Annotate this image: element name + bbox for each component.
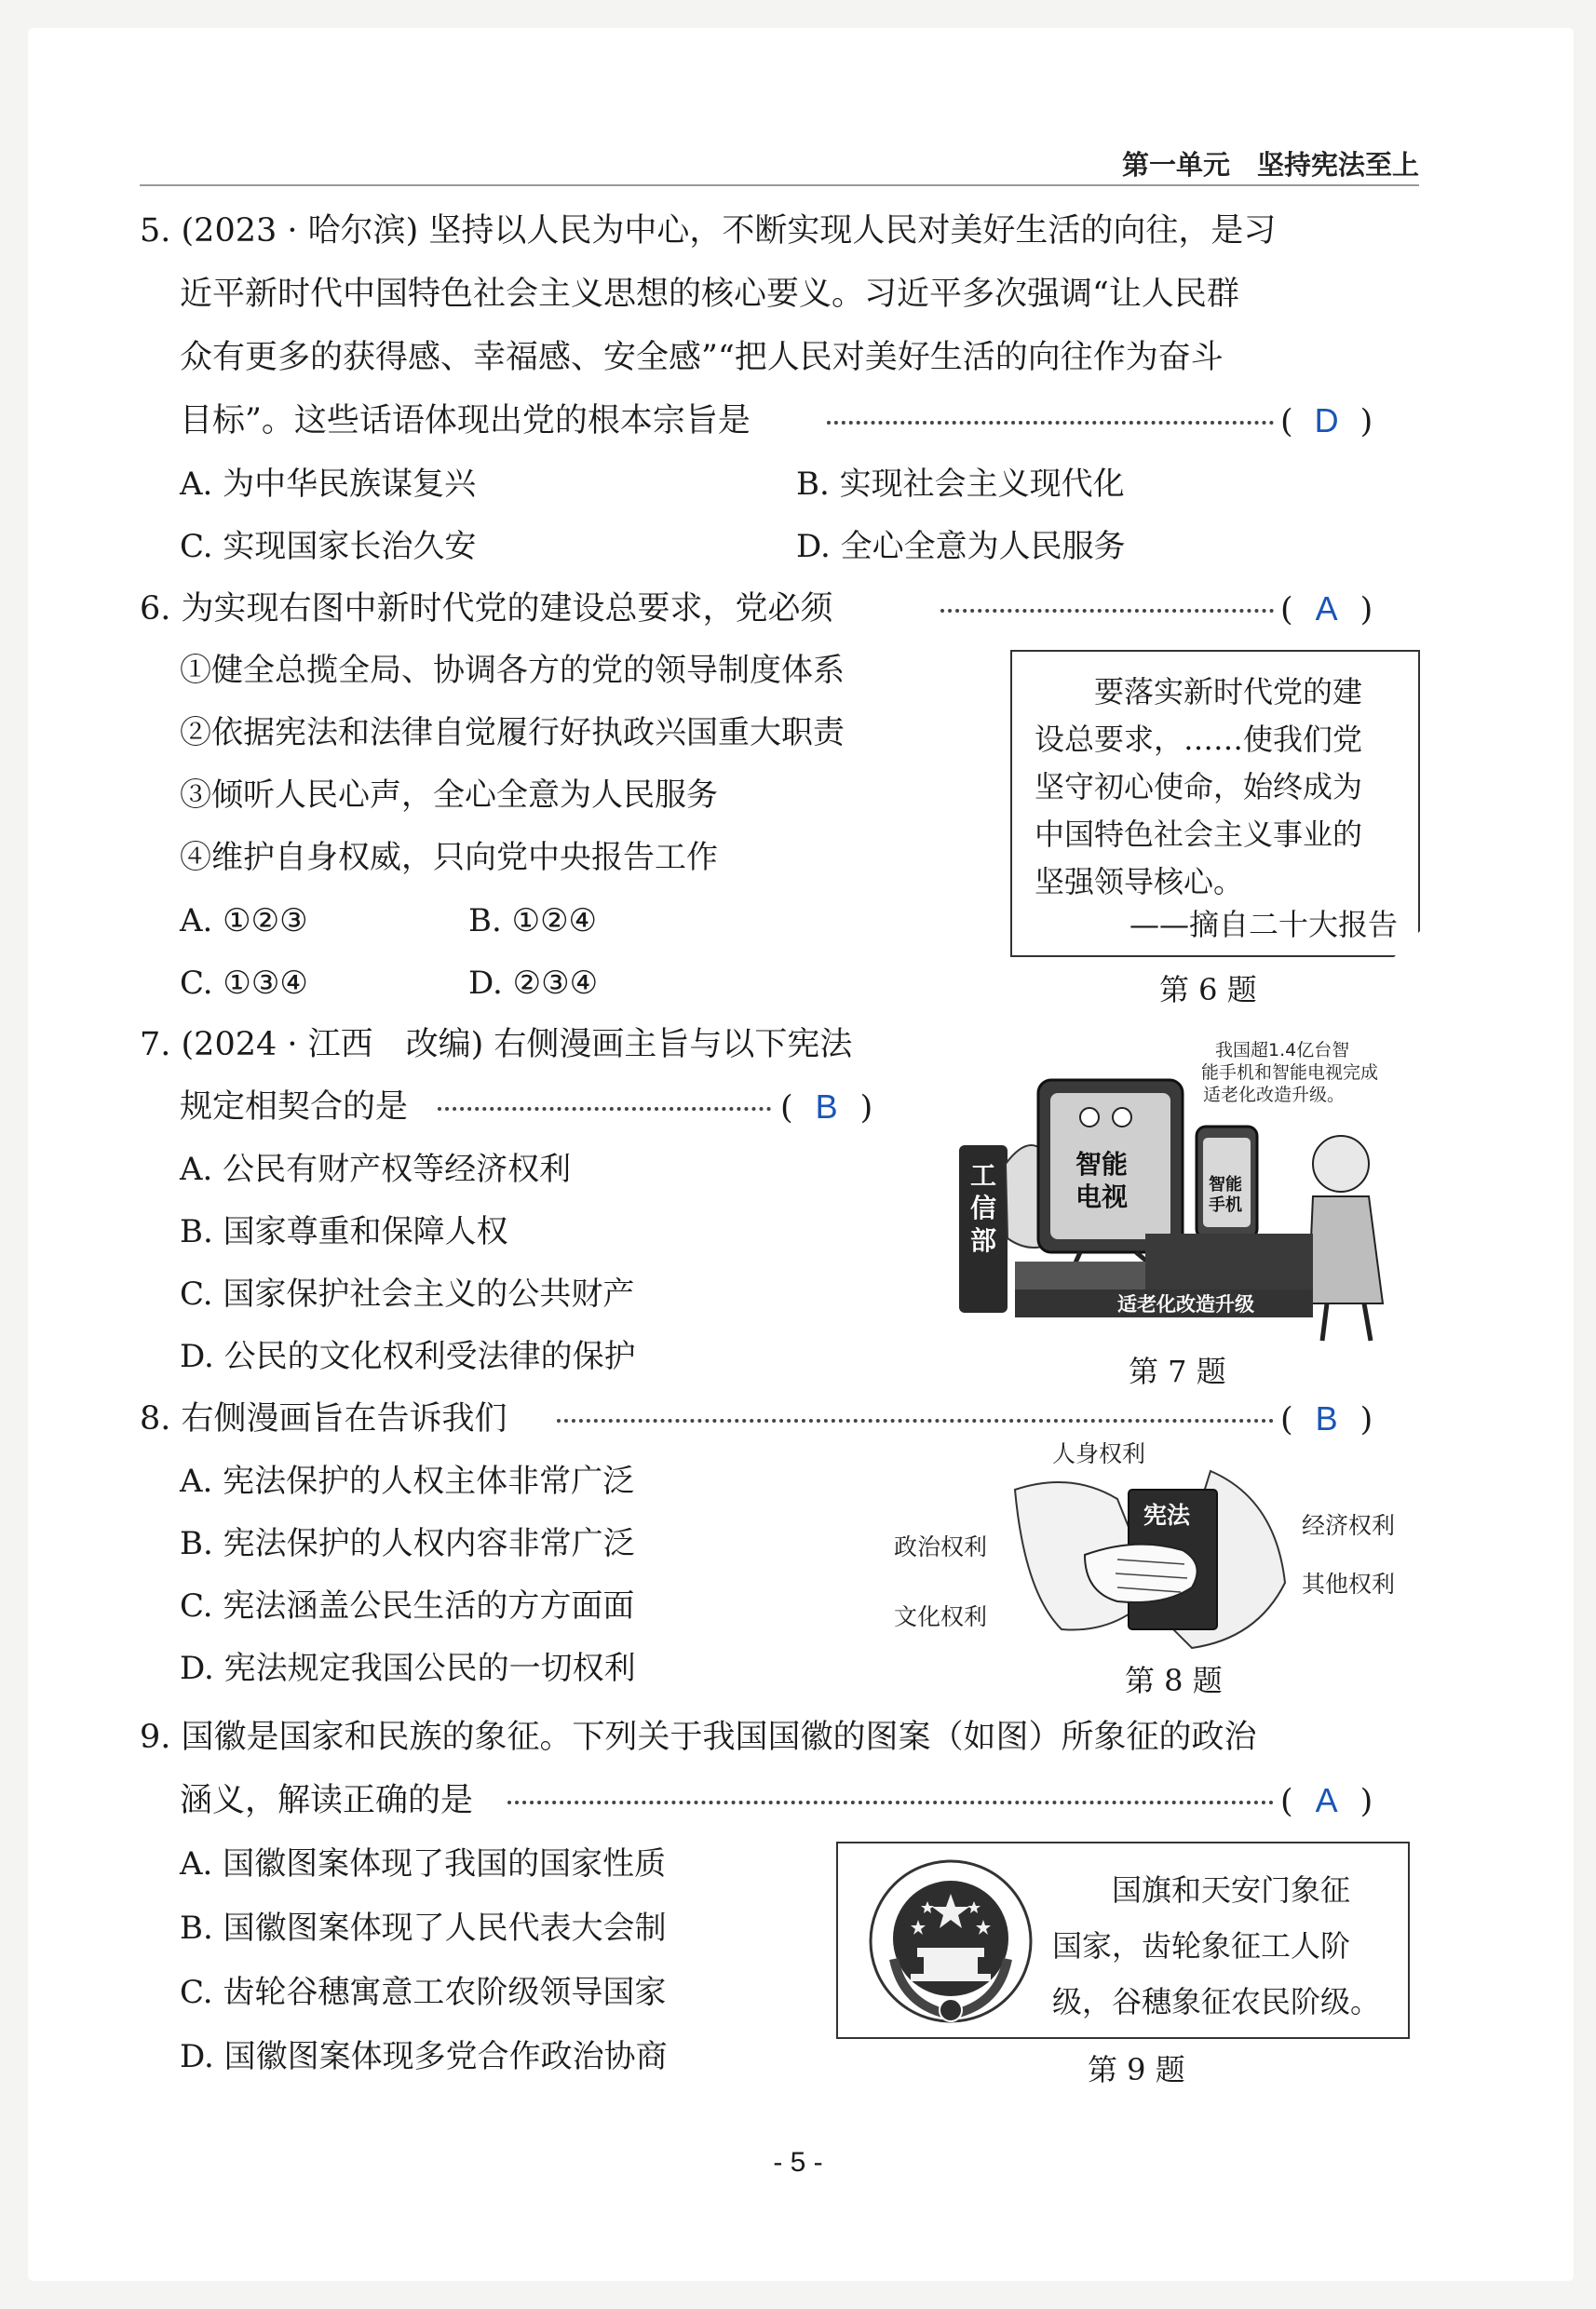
right-label: 人身权利	[1052, 1440, 1146, 1467]
q8-caption: 第 8 题	[1125, 1663, 1223, 1698]
unit-title: 坚持宪法至上	[1256, 149, 1419, 181]
cartoon-caption-line: 我国超1.4亿台智	[1215, 1040, 1350, 1060]
q9-box-line: 国旗和天安门象征	[1112, 1872, 1351, 1908]
running-header	[1122, 144, 1419, 182]
q6-answer: A	[1315, 589, 1338, 628]
phone-label: 智能	[1209, 1175, 1242, 1195]
ministry-char: 工	[970, 1160, 997, 1191]
right-label: 政治权利	[894, 1533, 988, 1560]
q6-quote-line: 设总要求，……使我们党	[1035, 722, 1363, 757]
q6-caption: 第 6 题	[1159, 972, 1257, 1007]
q6-quote-line: 坚强领导核心。	[1035, 864, 1244, 899]
q7-line-1: 7. (2024 · 江西 改编) 右侧漫画主旨与以下宪法	[140, 1026, 853, 1063]
elderly-head	[1313, 1136, 1369, 1192]
q9-box-line: 级，谷穗象征农民阶级。	[1052, 1984, 1381, 2019]
q7-answer-bracket: ( B )	[780, 1075, 872, 1140]
q7-cartoon	[950, 1024, 1420, 1345]
unit-label: 第一单元	[1121, 149, 1230, 181]
q6-leader-dots	[940, 603, 1274, 613]
q9-line-2: 涵义，解读正确的是	[180, 1782, 474, 1819]
q9-leader-dots	[507, 1795, 1274, 1804]
ministry-char: 信	[970, 1193, 997, 1223]
q8-answer: B	[1315, 1399, 1338, 1438]
q5-answer: D	[1314, 401, 1339, 439]
q9-option-d: D. 国徽图案体现多党合作政治协商	[180, 2038, 668, 2075]
q6-option-b: B. ①②④	[468, 902, 598, 939]
q9-answer-bracket: ( A )	[1280, 1769, 1373, 1833]
step-high	[1145, 1234, 1313, 1290]
q8-option-d: D. 宪法规定我国公民的一切权利	[180, 1650, 636, 1687]
q9-caption: 第 9 题	[1088, 2052, 1185, 2087]
q6-quote-text	[1035, 668, 1407, 906]
q7-option-b: B. 国家尊重和保障人权	[180, 1213, 508, 1250]
q7-leader-dots	[438, 1101, 771, 1111]
q6-option-d: D. ②③④	[468, 965, 599, 1002]
tv-label: 电视	[1075, 1182, 1129, 1212]
q5-option-d: D. 全心全意为人民服务	[796, 528, 1126, 565]
right-label: 经济权利	[1302, 1512, 1396, 1539]
cartoon-caption-line: 适老化改造升级。	[1203, 1085, 1346, 1105]
book-title: 宪法	[1143, 1502, 1191, 1529]
q5-option-c: C. 实现国家长治久安	[180, 528, 477, 565]
q6-option-c: C. ①③④	[180, 965, 308, 1002]
page-number: - 5 -	[773, 2147, 823, 2178]
q6-statement-3: ③倾听人民心声，全心全意为人民服务	[180, 776, 718, 814]
q5-answer-bracket: ( D )	[1280, 389, 1373, 453]
q9-box-line: 国家，齿轮象征工人阶	[1052, 1928, 1351, 1964]
q8-cartoon	[885, 1434, 1420, 1657]
q9-emblem-box	[836, 1842, 1410, 2039]
page-fold-corner	[1394, 931, 1420, 957]
q5-line-4: 目标”。这些话语体现出党的根本宗旨是	[180, 402, 751, 439]
q9-line-1: 9. 国徽是国家和民族的象征。下列关于我国国徽的图案（如图）所象征的政治	[140, 1719, 1257, 1756]
ministry-char: 部	[970, 1225, 997, 1256]
q9-box-text	[1052, 1862, 1406, 2030]
elderly-body	[1308, 1196, 1383, 1303]
right-label: 文化权利	[894, 1603, 988, 1630]
q9-option-b: B. 国徽图案体现了人民代表大会制	[180, 1910, 667, 1947]
q5-option-b: B. 实现社会主义现代化	[796, 466, 1125, 503]
q8-option-b: B. 宪法保护的人权内容非常广泛	[180, 1525, 635, 1562]
q8-stem: 8. 右侧漫画旨在告诉我们	[140, 1400, 507, 1438]
q5-line-3: 众有更多的获得感、幸福感、安全感”“把人民对美好生活的向往作为奋斗	[180, 339, 1224, 376]
elderly-leg	[1364, 1303, 1371, 1341]
q6-quote-line: 要落实新时代党的建	[1094, 674, 1363, 709]
q6-quote-box	[1010, 650, 1420, 957]
q6-option-a: A. ①②③	[180, 902, 308, 939]
q9-option-c: C. 齿轮谷穗寓意工农阶级领导国家	[180, 1974, 667, 2011]
q7-option-d: D. 公民的文化权利受法律的保护	[180, 1338, 636, 1375]
q7-option-c: C. 国家保护社会主义的公共财产	[180, 1276, 635, 1313]
q5-line-2: 近平新时代中国特色社会主义思想的核心要义。习近平多次强调“让人民群	[180, 276, 1239, 313]
header-rule	[140, 184, 1419, 186]
step-label: 适老化改造升级	[1117, 1293, 1254, 1316]
q7-option-a: A. 公民有财产权等经济权利	[180, 1151, 572, 1188]
q6-quote-citation: ——摘自二十大报告	[1129, 907, 1398, 942]
tv-eye	[1080, 1108, 1099, 1127]
q5-leader-dots	[827, 415, 1274, 425]
q6-stem: 6. 为实现右图中新时代党的建设总要求，党必须	[140, 590, 833, 628]
phone-label: 手机	[1209, 1195, 1242, 1215]
elderly-leg	[1322, 1303, 1327, 1341]
tv-label: 智能	[1075, 1149, 1129, 1180]
q9-option-a: A. 国徽图案体现了我国的国家性质	[180, 1845, 667, 1883]
q7-line-2: 规定相契合的是	[180, 1088, 409, 1126]
q8-option-c: C. 宪法涵盖公民生活的方方面面	[180, 1587, 635, 1625]
q9-answer: A	[1315, 1781, 1338, 1819]
q6-answer-bracket: ( A )	[1280, 577, 1373, 641]
cartoon-caption-line: 能手机和智能电视完成	[1201, 1062, 1379, 1083]
q6-quote-line: 中国特色社会主义事业的	[1035, 817, 1363, 852]
q6-statement-4: ④维护自身权威，只向党中央报告工作	[180, 839, 718, 876]
q6-quote-line: 坚守初心使命，始终成为	[1035, 769, 1363, 804]
q8-leader-dots	[557, 1413, 1274, 1423]
q6-statement-2: ②依据宪法和法律自觉履行好执政兴国重大职责	[180, 714, 845, 751]
q8-answer-bracket: ( B )	[1280, 1387, 1373, 1452]
q5-line-1: 5. (2023 · 哈尔滨) 坚持以人民为中心，不断实现人民对美好生活的向往，是习	[140, 212, 1277, 250]
q6-statement-1: ①健全总揽全局、协调各方的党的领导制度体系	[180, 652, 845, 689]
q7-caption: 第 7 题	[1129, 1354, 1226, 1389]
q8-option-a: A. 宪法保护的人权主体非常广泛	[180, 1463, 635, 1500]
right-label: 其他权利	[1302, 1571, 1396, 1598]
national-emblem-icon	[866, 1857, 1035, 2026]
q5-option-a: A. 为中华民族谋复兴	[180, 466, 477, 503]
q7-answer: B	[815, 1087, 838, 1126]
hand-on-book	[1085, 1545, 1197, 1602]
tv-eye	[1113, 1108, 1131, 1127]
